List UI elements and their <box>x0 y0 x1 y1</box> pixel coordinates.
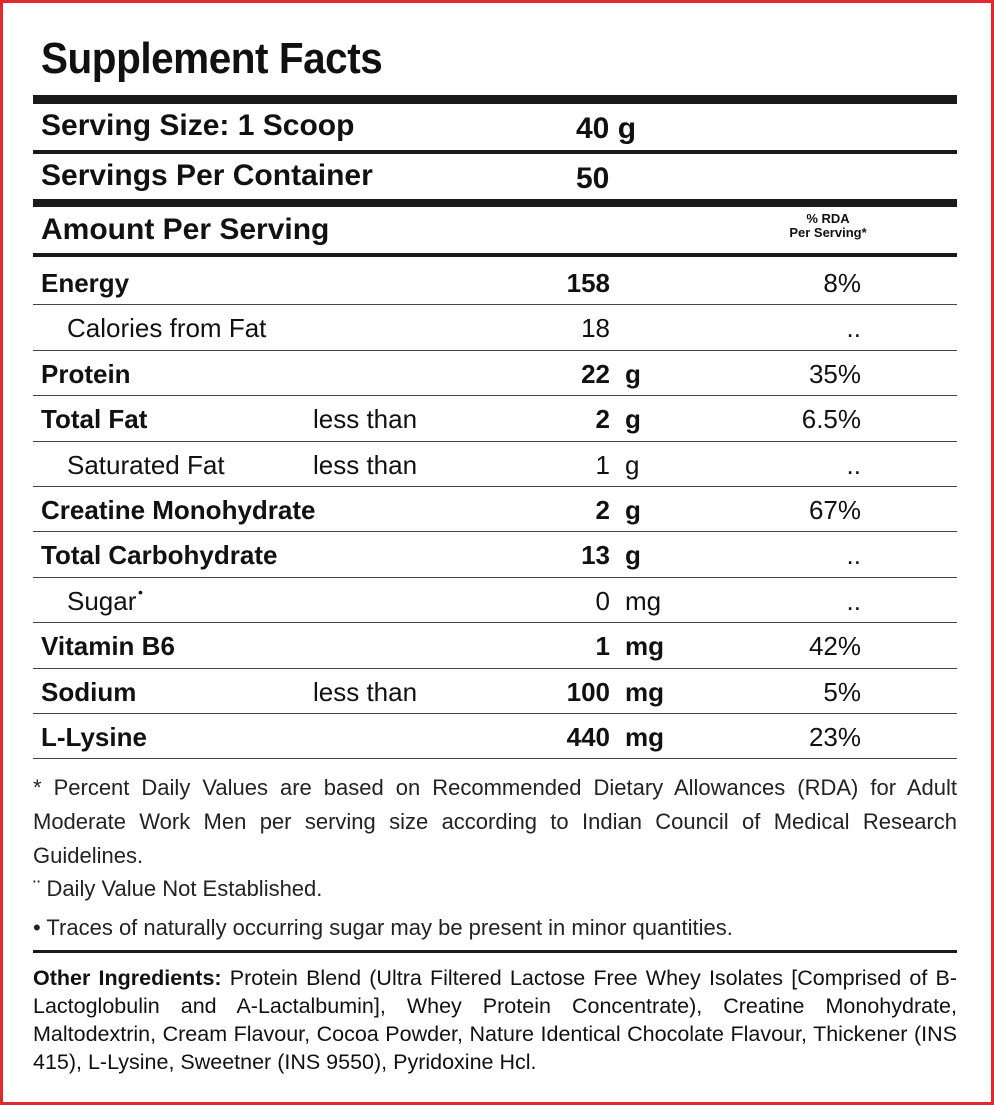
sugar-footnote: • Traces of naturally occurring sugar may be present in minor quantities. <box>33 915 733 940</box>
rda-header <box>763 212 893 240</box>
servings-per-container-value: 50 <box>576 162 610 195</box>
nutrient-name: Sugar <box>67 585 137 616</box>
ingredients-text: Protein Blend (Ultra Filtered Lactose Free Whey Isolates [Comprised of B-Lactoglobulin and A-Lactalbumin], Whey Protein Concentrate), Creatine Monohydrate, Maltodextrin, Cream Flavour, Cocoa Powder, Nature Identical Chocolate Flavour, Thickener (INS 415), L-Lysine, Sweetner (INS 9550), Pyridoxine Hcl. <box>33 966 957 1074</box>
not-established-footnote: ¨ Daily Value Not Established. <box>33 876 323 901</box>
nutrient-unit: g <box>625 449 640 480</box>
panel-title: Supplement Facts <box>41 34 383 83</box>
nutrient-name: Protein <box>41 358 131 389</box>
row-divider <box>33 395 957 396</box>
nutrient-rda: 35% <box>808 358 861 389</box>
nutrient-row <box>33 404 957 449</box>
nutrient-name: Total Fat <box>41 404 148 435</box>
rule <box>33 253 957 257</box>
nutrient-row: Sugar • 0 mg .. <box>67 583 861 616</box>
nutrient-row <box>33 450 957 495</box>
rda-header-line2: Per Serving* <box>789 225 867 240</box>
nutrient-name: Creatine Monohydrate <box>41 495 316 525</box>
nutrient-rda: 8% <box>823 268 861 298</box>
nutrient-row <box>33 359 957 404</box>
nutrient-row <box>33 722 957 767</box>
nutrient-unit: g <box>625 358 641 389</box>
nutrient-rda: 67% <box>808 495 861 525</box>
nutrient-amount: 2 <box>595 404 610 435</box>
nutrient-rda: 42% <box>808 631 861 662</box>
nutrient-rda: 5% <box>823 676 861 707</box>
nutrient-amount: 18 <box>581 313 610 344</box>
nutrient-amount: 0 <box>595 585 610 616</box>
row-divider <box>33 531 957 532</box>
thick-rule <box>33 95 957 104</box>
nutrient-rda: .. <box>846 449 861 480</box>
rule <box>33 150 957 154</box>
ingredients-label: Other Ingredients: <box>33 966 222 990</box>
nutrient-amount: 158 <box>566 268 610 298</box>
nutrient-name: Saturated Fat <box>67 449 225 480</box>
row-divider <box>33 758 957 759</box>
row-divider <box>33 577 957 578</box>
row-divider <box>33 486 957 487</box>
nutrient-unit: g <box>625 404 641 435</box>
nutrient-unit: g <box>625 495 641 525</box>
nutrient-row <box>33 495 957 540</box>
rda-footnote: * Percent Daily Values are based on Recommended Dietary Allowances (RDA) for Adult Moderate Work Men per serving size according to Indian Council of Medical Research Guidelines. <box>33 775 957 868</box>
nutrient-amount: 100 <box>566 676 610 707</box>
nutrient-qualifier: less than <box>313 404 418 435</box>
nutrient-amount: 1 <box>595 449 610 480</box>
nutrient-name: Vitamin B6 <box>41 631 175 662</box>
nutrient-amount: 2 <box>595 495 610 525</box>
rda-header-line1: % RDA <box>806 211 850 226</box>
nutrient-name: Energy <box>41 268 130 298</box>
nutrient-unit: mg <box>625 585 662 616</box>
row-divider <box>33 350 957 351</box>
serving-size-value: 40 g <box>576 112 637 145</box>
nutrient-qualifier: less than <box>313 449 418 480</box>
nutrient-amount: 1 <box>595 631 610 662</box>
row-divider <box>33 304 957 305</box>
thick-rule <box>33 199 957 207</box>
nutrient-name: Calories from Fat <box>67 313 267 344</box>
nutrient-rda: .. <box>846 585 861 616</box>
nutrient-amount: 13 <box>581 540 610 571</box>
nutrient-row <box>33 540 957 585</box>
row-divider <box>33 441 957 442</box>
nutrient-row <box>33 677 957 722</box>
nutrient-rda: 6.5% <box>801 404 861 435</box>
row-divider <box>33 713 957 714</box>
other-ingredients <box>33 964 957 1076</box>
row-divider <box>33 668 957 669</box>
nutrient-amount: 440 <box>566 722 610 752</box>
nutrient-name: L-Lysine <box>41 722 147 752</box>
nutrient-name: Total Carbohydrate <box>41 540 278 571</box>
amount-per-serving-header: Amount Per Serving <box>41 213 330 246</box>
nutrient-rda: 23% <box>808 722 861 752</box>
nutrient-row <box>33 268 957 313</box>
nutrient-unit: mg <box>625 722 664 752</box>
nutrient-name: Sodium <box>41 676 137 707</box>
rule <box>33 950 957 953</box>
nutrient-rda: .. <box>846 313 861 344</box>
servings-per-container-label: Servings Per Container <box>41 159 373 192</box>
row-divider <box>33 622 957 623</box>
nutrient-row <box>33 631 957 676</box>
nutrient-unit: g <box>625 540 641 571</box>
nutrient-amount: 22 <box>581 358 610 389</box>
nutrient-rda: .. <box>846 540 861 571</box>
nutrient-unit: mg <box>625 676 664 707</box>
nutrient-row <box>33 313 957 358</box>
serving-size-label: Serving Size: 1 Scoop <box>41 109 355 142</box>
nutrient-unit: mg <box>625 631 664 662</box>
nutrient-qualifier: less than <box>313 676 418 707</box>
